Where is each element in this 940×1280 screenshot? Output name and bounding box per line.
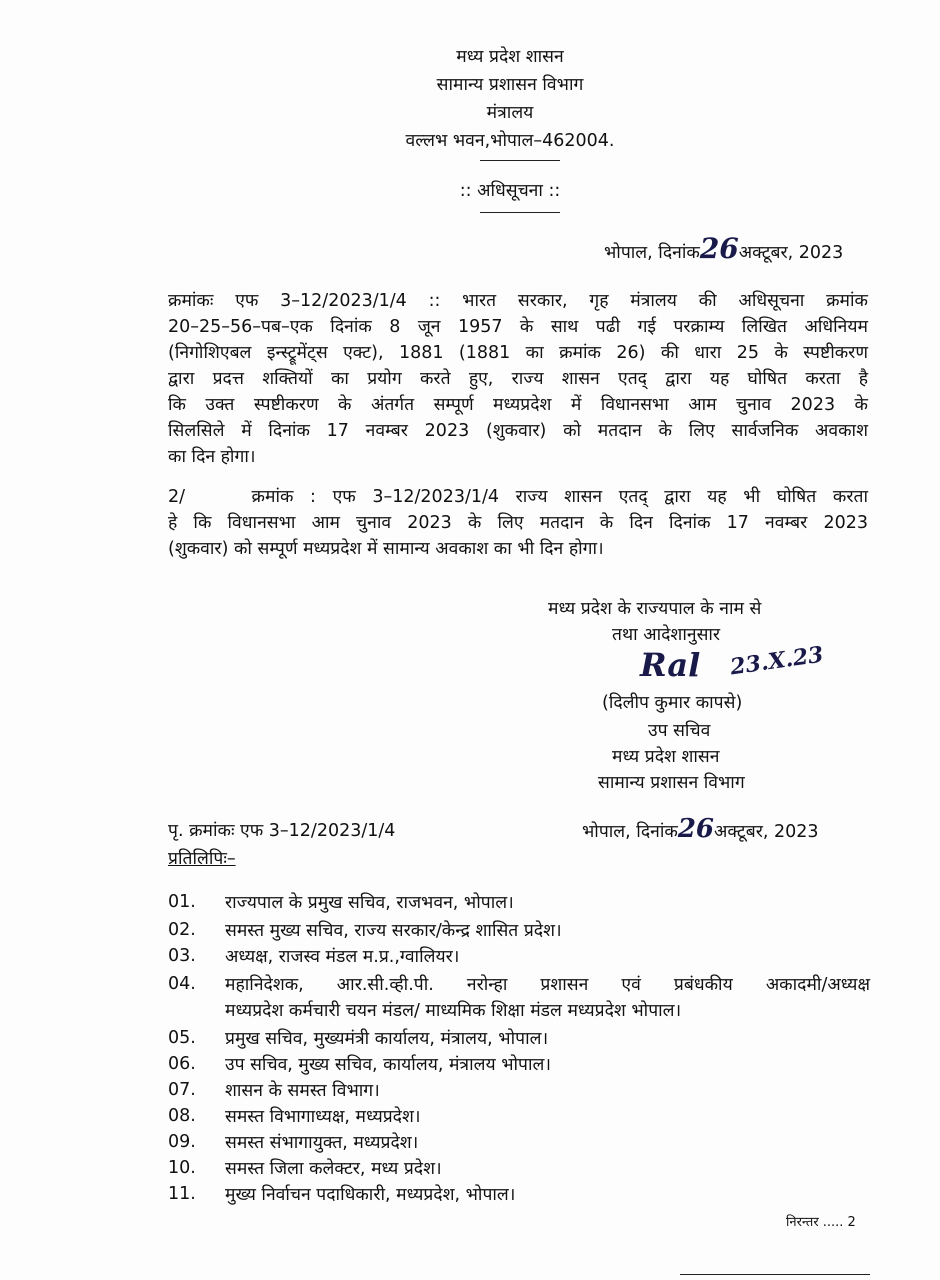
recipient-no: 01.	[168, 892, 196, 912]
endorsement-date-prefix: भोपाल, दिनांक	[582, 822, 678, 842]
recipient-text: उप सचिव, मुख्य सचिव, कार्यालय, मंत्रालय भोपाल।	[225, 1055, 552, 1075]
para1-line-1: क्रमांकः एफ 3–12/2023/1/4 :: भारत सरकार, गृह मंत्रालय की अधिसूचना क्रमांक	[168, 291, 868, 311]
recipient-no: 08.	[168, 1106, 196, 1126]
endorsement-date-suffix: अक्टूबर, 2023	[714, 822, 819, 842]
place-date-day: 26	[699, 232, 739, 265]
recipient-text: शासन के समस्त विभाग।	[225, 1081, 380, 1101]
continued-note: निरन्तर ..... 2	[786, 1215, 856, 1230]
para2-line-1: 2/ क्रमांक : एफ 3–12/2023/1/4 राज्य शासन एतद् द्वारा यह भी घोषित करता	[168, 487, 868, 507]
copy-label: प्रतिलिपिः–	[168, 849, 236, 869]
para1-line-2: 20–25–56–पब–एक दिनांक 8 जून 1957 के साथ पढी गई परक्राम्य लिखित अधिनियम	[168, 317, 868, 337]
recipient-no: 02.	[168, 920, 196, 940]
recipient-no: 03.	[168, 946, 196, 966]
recipient-no: 06.	[168, 1054, 196, 1074]
recipient-no: 09.	[168, 1132, 196, 1152]
para1-line-5: कि उक्त स्पष्टीकरण के अंतर्गत सम्पूर्ण मध्यप्रदेश में विधानसभा आम चुनाव 2023 के	[168, 395, 868, 415]
header-line-2: सामान्य प्रशासन विभाग	[436, 75, 584, 95]
endorsement-date-day: 26	[677, 814, 714, 844]
place-date-suffix: अक्टूबर, 2023	[738, 243, 844, 263]
para1-line-3: (निगोशिएबल इन्स्ट्रूमेंट्स एक्ट), 1881 (1881 का क्रमांक 26) की धारा 25 के स्पष्टीकरण	[168, 343, 868, 363]
place-date	[604, 232, 843, 265]
header-line-1: मध्य प्रदेश शासन	[456, 47, 564, 67]
recipient-text: समस्त संभागायुक्त, मध्यप्रदेश।	[225, 1133, 419, 1153]
para1-line-6: सिलसिले में दिनांक 17 नवम्बर 2023 (शुकवार) को मतदान के लिए सार्वजनिक अवकाश	[168, 421, 868, 441]
recipient-no: 07.	[168, 1080, 196, 1100]
para1-line-4: द्वारा प्रदत्त शक्तियों का प्रयोग करते हुए, राज्य शासन एतद् द्वारा यह घोषित करता है	[168, 369, 868, 389]
para1-line-7: का दिन होगा।	[168, 447, 256, 467]
header-rule-2	[480, 212, 560, 213]
endorsement-date	[582, 814, 819, 844]
recipient-text: समस्त जिला कलेक्टर, मध्य प्रदेश।	[225, 1159, 442, 1179]
signatory-office-2: सामान्य प्रशासन विभाग	[598, 773, 745, 793]
signatory-office-1: मध्य प्रदेश शासन	[612, 747, 720, 767]
header-rule-1	[480, 160, 560, 161]
signature-authority-1: मध्य प्रदेश के राज्यपाल के नाम से	[548, 599, 762, 619]
notification-title: :: अधिसूचना ::	[459, 181, 561, 201]
signatory-name: (दिलीप कुमार कापसे)	[602, 693, 743, 713]
header-line-4: वल्लभ भवन,भोपाल–462004.	[405, 131, 615, 151]
recipient-no: 11.	[168, 1184, 196, 1204]
footer-rule	[680, 1274, 870, 1275]
recipient-text: अध्यक्ष, राजस्व मंडल म.प्र.,ग्वालियर।	[225, 947, 460, 967]
recipient-text: महानिदेशक, आर.सी.व्ही.पी. नरोन्हा प्रशासन एवं प्रबंधकीय अकादमी/अध्यक्ष	[225, 975, 870, 995]
recipient-text: राज्यपाल के प्रमुख सचिव, राजभवन, भोपाल।	[225, 893, 514, 913]
signature-initials: Ral	[640, 646, 701, 684]
recipient-no: 04.	[168, 974, 196, 994]
place-date-prefix: भोपाल, दिनांक	[604, 243, 700, 263]
para2-line-3: (शुकवार) को सम्पूर्ण मध्यप्रदेश में सामान्य अवकाश का भी दिन होगा।	[168, 539, 604, 559]
endorsement-ref: पृ. क्रमांकः एफ 3–12/2023/1/4	[168, 821, 396, 841]
recipient-text: मुख्य निर्वाचन पदाधिकारी, मध्यप्रदेश, भोपाल।	[225, 1185, 516, 1205]
recipient-text: समस्त मुख्य सचिव, राज्य सरकार/केन्द्र शासित प्रदेश।	[225, 921, 562, 941]
recipient-no: 05.	[168, 1028, 196, 1048]
signatory-designation: उप सचिव	[648, 721, 711, 741]
signature-authority-2: तथा आदेशानुसार	[612, 625, 721, 645]
recipient-text: प्रमुख सचिव, मुख्यमंत्री कार्यालय, मंत्रालय, भोपाल।	[225, 1029, 549, 1049]
recipient-text-cont: मध्यप्रदेश कर्मचारी चयन मंडल/ माध्यमिक शिक्षा मंडल मध्यप्रदेश भोपाल।	[225, 1001, 682, 1021]
para2-line-2: हे कि विधानसभा आम चुनाव 2023 के लिए मतदान के दिन दिनांक 17 नवम्बर 2023	[168, 513, 868, 533]
header-line-3: मंत्रालय	[486, 103, 534, 123]
recipient-text: समस्त विभागाध्यक्ष, मध्यप्रदेश।	[225, 1107, 421, 1127]
recipient-no: 10.	[168, 1158, 196, 1178]
signature-date: 23.X.23	[728, 641, 825, 681]
